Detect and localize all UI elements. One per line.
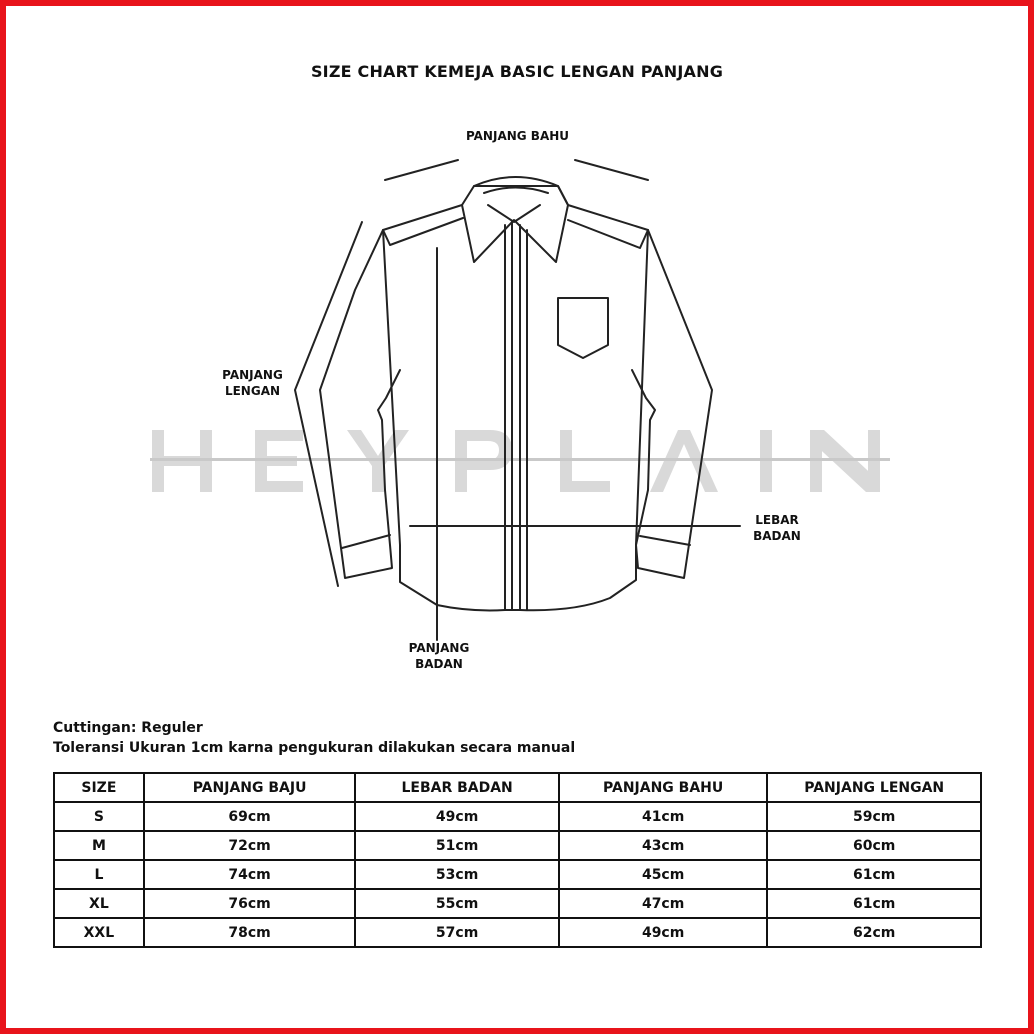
table-row (54, 889, 981, 918)
label-panjang-lengan-line1: PANJANG (222, 368, 283, 382)
cell-panjang-baju: 72cm (144, 831, 356, 860)
shirt-body (383, 186, 648, 610)
table-row (54, 802, 981, 831)
header-panjang-baju: PANJANG BAJU (144, 773, 356, 802)
notes (53, 718, 575, 758)
cell-lebar-badan: 53cm (355, 860, 559, 889)
table-row (54, 831, 981, 860)
table-header-row (54, 773, 981, 802)
label-lebar-badan-line2: BADAN (753, 529, 801, 543)
cell-panjang-lengan: 62cm (767, 918, 981, 947)
header-panjang-bahu: PANJANG BAHU (559, 773, 768, 802)
cell-panjang-bahu: 47cm (559, 889, 768, 918)
cell-panjang-lengan: 60cm (767, 831, 981, 860)
table-row (54, 860, 981, 889)
cell-panjang-lengan: 61cm (767, 860, 981, 889)
label-panjang-lengan-line2: LENGAN (224, 384, 281, 398)
label-panjang-badan-line2: BADAN (415, 657, 463, 671)
size-table (53, 772, 982, 948)
cell-panjang-baju: 74cm (144, 860, 356, 889)
header-lebar-badan: LEBAR BADAN (355, 773, 559, 802)
cell-lebar-badan: 55cm (355, 889, 559, 918)
cell-size: XXL (54, 918, 144, 947)
table-row (54, 918, 981, 947)
cell-size: XL (54, 889, 144, 918)
cell-panjang-baju: 69cm (144, 802, 356, 831)
cell-size: L (54, 860, 144, 889)
cell-panjang-bahu: 43cm (559, 831, 768, 860)
cell-size: S (54, 802, 144, 831)
header-size: SIZE (54, 773, 144, 802)
cell-lebar-badan: 51cm (355, 831, 559, 860)
label-panjang-bahu: PANJANG BAHU (465, 129, 570, 143)
cell-panjang-lengan: 61cm (767, 889, 981, 918)
cell-lebar-badan: 49cm (355, 802, 559, 831)
label-panjang-badan-line1: PANJANG (408, 641, 470, 655)
cell-panjang-bahu: 41cm (559, 802, 768, 831)
note-cutting: Cuttingan: Reguler (53, 720, 203, 736)
header-panjang-lengan: PANJANG LENGAN (767, 773, 981, 802)
cell-panjang-baju: 78cm (144, 918, 356, 947)
chest-pocket (558, 298, 608, 358)
cell-panjang-bahu: 45cm (559, 860, 768, 889)
label-lebar-badan-line1: LEBAR (755, 513, 799, 527)
cell-lebar-badan: 57cm (355, 918, 559, 947)
cell-panjang-lengan: 59cm (767, 802, 981, 831)
note-tolerance: Toleransi Ukuran 1cm karna pengukuran dilakukan secara manual (53, 740, 576, 756)
cell-panjang-baju: 76cm (144, 889, 356, 918)
sleeve-measure-line (295, 222, 362, 586)
cell-panjang-bahu: 49cm (559, 918, 768, 947)
cell-size: M (54, 831, 144, 860)
page-title: SIZE CHART KEMEJA BASIC LENGAN PANJANG (310, 62, 724, 81)
